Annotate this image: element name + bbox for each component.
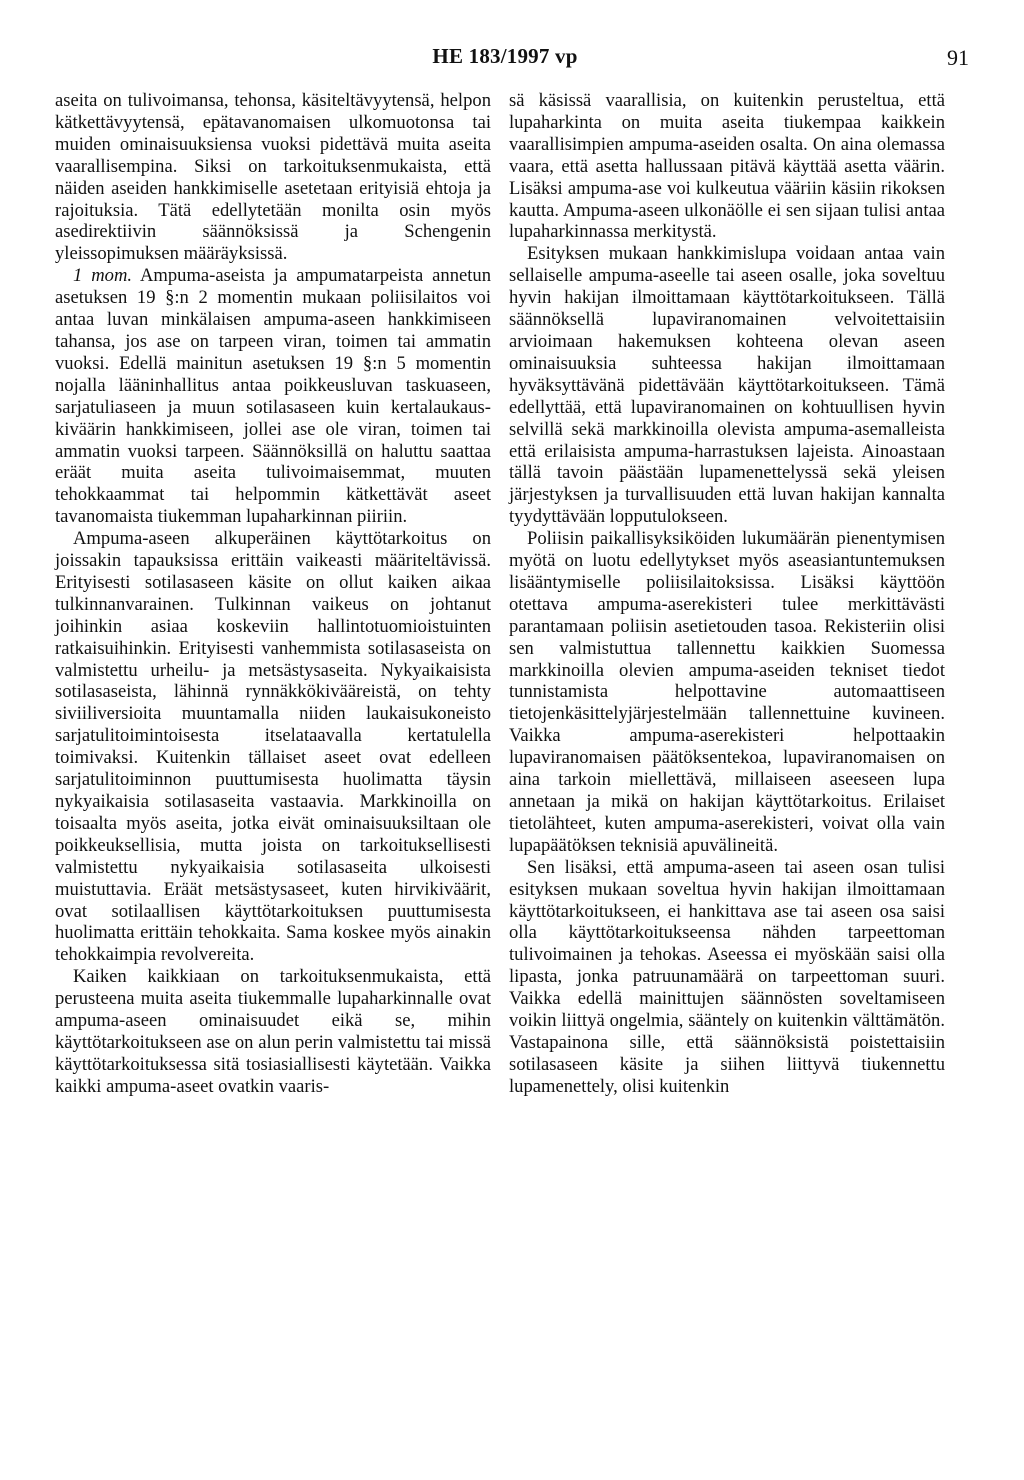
- page-header: [55, 44, 969, 74]
- paragraph: aseita on tulivoimansa, tehonsa, käsiteltävyytensä, helpon kätkettävyytensä, epätavanomaisen ulkomuotonsa tai muiden ominaisuuksiensa vuoksi pidettävä muita aseita vaarallisempina. Siksi on tarkoituksenmukaista, että näiden aseiden hankkimiselle asetetaan erityisiä ehtoja ja rajoituksia. Tätä edellytetään monilta osin myös asedirektiivin säännöksissä ja Schengenin yleissopimuksen määräyksissä.: [55, 90, 491, 265]
- moment-label: 1 mom.: [73, 265, 133, 287]
- right-column: [509, 90, 945, 1460]
- paragraph: Kaiken kaikkiaan on tarkoituksenmukaista, että perusteena muita aseita tiukemmalle lupaharkinnalle ovat ampuma-aseen ominaisuudet eikä se, mihin käyttötarkoitukseen ase on alun perin valmistettu tai missä käyttötarkoituksessa sitä tosiasiallisesti käytetään. Vaikka kaikki ampuma-aseet ovatkin vaaris-: [55, 966, 491, 1097]
- paragraph: [55, 265, 491, 528]
- paragraph: Esityksen mukaan hankkimislupa voidaan antaa vain sellaiselle ampuma-aseelle tai aseen osalle, joka soveltuu hyvin hakijan ilmoittamaan käyttötarkoitukseen. Tällä säännöksellä lupaviranomainen velvoitettaisiin arvioimaan hakemuksen kohteena olevan aseen ominaisuuksia suhteessa hakijan ilmoittamaan hyväksyttävänä pidettävään käyttötarkoitukseen. Tämä edellyttää, että lupaviranomainen on kohtuullisen hyvin selvillä sekä markkinoilla olevista ampuma-asemalleista että erilaisista ampuma-harrastuksen lajeista. Ainoastaan tällä tavoin päästään lupamenettelyssä sekä yleisen järjestyksen ja turvallisuuden että luvan hakijan kannalta tyydyttävään lopputulokseen.: [509, 243, 945, 528]
- document-title: HE 183/1997 vp: [432, 44, 578, 68]
- left-column: [55, 90, 491, 1460]
- paragraph-text: Ampuma-aseista ja ampumatarpeista annetun asetuksen 19 §:n 2 momentin mukaan poliisilaitos voi antaa luvan minkälaisen ampuma-aseen hankkimiseen tahansa, jos ase on tarpeen viran, toimen tai ammatin vuoksi. Edellä mainitun asetuksen 19 §:n 5 momentin nojalla lääninhallitus antaa poikkeusluvan taskuaseen, sarjatuliaseen ja muun sotilasaseen kuin kertalaukauskiväärin hankkimiseen, jollei ase ole viran, toimen tai ammatin vuoksi tarpeen. Säännöksillä on haluttu saattaa eräät muita aseita tulivoimaisemmat, muuten tehokkaammat tai helpommin kätkettävät aseet tavanomaista tiukemman lupaharkinnan piiriin.: [55, 265, 492, 528]
- paragraph: Sen lisäksi, että ampuma-aseen tai aseen osan tulisi esityksen mukaan soveltua hyvin hakijan ilmoittamaan käyttötarkoitukseen, ei hankittava ase tai aseen osa saisi olla käyttötarkoitukseensa nähden tarpeettoman tulivoimainen ja tehokas. Aseessa ei myöskään saisi olla lipasta, jonka patruunamäärä on tarpeettoman suuri. Vaikka edellä mainittujen säännösten soveltamiseen voikin liittyä ongelmia, sääntely on kuitenkin välttämätön. Vastapainona sille, että säännöksistä poistettaisiin sotilasaseen käsite ja siihen liittyvä tiukennettu lupamenettely, olisi kuitenkin: [509, 856, 945, 1097]
- paragraph: Ampuma-aseen alkuperäinen käyttötarkoitus on joissakin tapauksissa erittäin vaikeasti määriteltävissä. Erityisesti sotilasaseen käsite on ollut kaiken aikaa tulkinnanvarainen. Tulkinnan vaikeus on johtanut joihinkin asiaa koskeviin hallintotuomioistuinten ratkaisuihinkin. Erityisesti vanhemmista sotilasaseista on valmistettu urheilu- ja metsästysaseita. Nykyaikaisista sotilasaseista, lähinnä rynnäkkökivääreistä, on tehty siviiliversioita muuntamalla niiden laukaisukoneisto sarjatulitoimintoisesta itselataavalla kertatulella toimivaksi. Kuitenkin tällaiset aseet ovat edelleen sarjatulitoiminnon puuttumisesta huolimatta täysin nykyaikaisia sotilasaseita vastaavia. Markkinoilla on toisaalta myös aseita, jotka eivät ominaisuuksiltaan ole poikkeuksellisia, mutta joista on tarkoituksellisesti valmistettu nykyaikaisia sotilasaseita ulkoisesti muistuttavia. Eräät metsästysaseet, kuten hirvikiväärit, ovat sotilaallisen käyttötarkoituksen puuttumisesta huolimatta erittäin tehokkaita. Sama koskee myös ainakin tehokkaimpia revolvereita.: [55, 528, 491, 966]
- paragraph: Poliisin paikallisyksiköiden lukumäärän pienentymisen myötä on luotu edellytykset myös aseasiantuntemuksen lisääntymiselle poliisilaitoksissa. Lisäksi käyttöön otettava ampuma-aserekisteri tulee merkittävästi parantamaan poliisin asetietouden tasoa. Rekisteriin olisi sen valmistuttua tallennettu kaikkien Suomessa markkinoilla olevien ampuma-aseiden tekniset tiedot tunnistamista helpottavine automaattiseen tietojenkäsittelyjärjestelmään tallennettuine kuvineen. Vaikka ampuma-aserekisteri helpottaakin lupaviranomaisen päätöksentekoa, lupaviranomaisen on aina tarkoin miellettävä, millaiseen aseeseen lupa annetaan ja mikä on hakijan käyttötarkoitus. Erilaiset tietolähteet, kuten ampuma-aserekisteri, voivat olla vain lupapäätöksen teknisiä apuvälineitä.: [509, 528, 945, 856]
- text-columns: [55, 90, 945, 1460]
- paragraph: sä käsissä vaarallisia, on kuitenkin perusteltua, että lupaharkinta on muita aseita tiukempaa kaikkein vaarallisimpien ampuma-aseiden osalta. On aina olemassa vaara, että asetta hallussaan pitävä käyttää asetta väärin. Lisäksi ampuma-ase voi kulkeutua vääriin käsiin rikoksen kautta. Ampuma-aseen ulkonäölle ei sen sijaan tulisi antaa lupaharkinnassa merkitystä.: [509, 90, 945, 243]
- page-number: 91: [947, 45, 969, 70]
